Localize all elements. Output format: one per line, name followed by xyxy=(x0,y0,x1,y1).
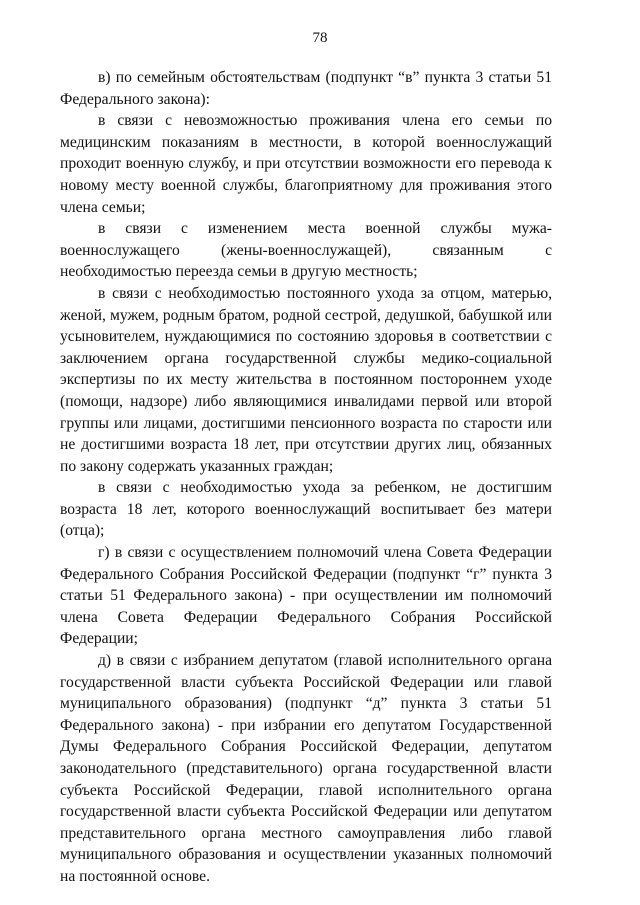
paragraph-spouse-transfer: в связи с изменением места военной службы мужа-военнослужащего (жены-военнослужащей), связанным с необходимостью переезда семьи в другую местность; xyxy=(60,220,552,281)
paragraph-federation-council: г) в связи с осуществлением полномочий члена Совета Федерации Федерального Собрания Российской Федерации (подпункт “г” пункта 3 статьи 51 Федерального закона) - при осуществлении им полномочий члена Совета Федерации Федерального Собрания Российской Федерации; xyxy=(60,544,552,648)
paragraph-deputy-election: д) в связи с избранием депутатом (главой исполнительного органа государственной власти субъекта Российской Федерации или главой муниципального образования) (подпункт “д” пункта 3 статьи 51 Федерального закона) - при избрании его депутатом Государственной Думы Федерального Собрания Российской Федерации, депутатом законодательного (представительного) органа государственной власти субъекта Российской Федерации, главой исполнительного органа государственной власти субъекта Российской Федерации или депутатом представительного органа местного самоуправления либо главой муниципального образования и осуществлении указанных полномочий на постоянной основе. xyxy=(60,652,552,885)
page-number: 78 xyxy=(312,30,328,46)
paragraph-child-care: в связи с необходимостью ухода за ребенком, не достигшим возраста 18 лет, которого военнослужащий воспитывает без матери (отца); xyxy=(60,479,552,540)
paragraph-relative-care: в связи с необходимостью постоянного ухода за отцом, матерью, женой, мужем, родным братом, родной сестрой, дедушкой, бабушкой или усыновителем, нуждающимися по состоянию здоровья в соответствии с заключением органа государственной службы медико-социальной экспертизы по их месту жительства в постоянном постороннем уходе (помощи, надзоре) либо являющимися инвалидами первой или второй группы или лицами, достигшими пенсионного возраста по старости или не достигшими возраста 18 лет, при отсутствии других лиц, обязанных по закону содержать указанных граждан; xyxy=(60,284,552,475)
paragraph-family-circumstances: в) по семейным обстоятельствам (подпункт “в” пункта 3 статьи 51 Федерального закона): xyxy=(60,69,552,108)
paragraph-medical-reasons: в связи с невозможностью проживания члена его семьи по медицинским показаниям в местности, в которой военнослужащий проходит военную службу, и при отсутствии возможности его перевода к новому месту военной службы, благоприятному для проживания этого члена семьи; xyxy=(60,112,552,216)
body-text xyxy=(60,67,552,888)
